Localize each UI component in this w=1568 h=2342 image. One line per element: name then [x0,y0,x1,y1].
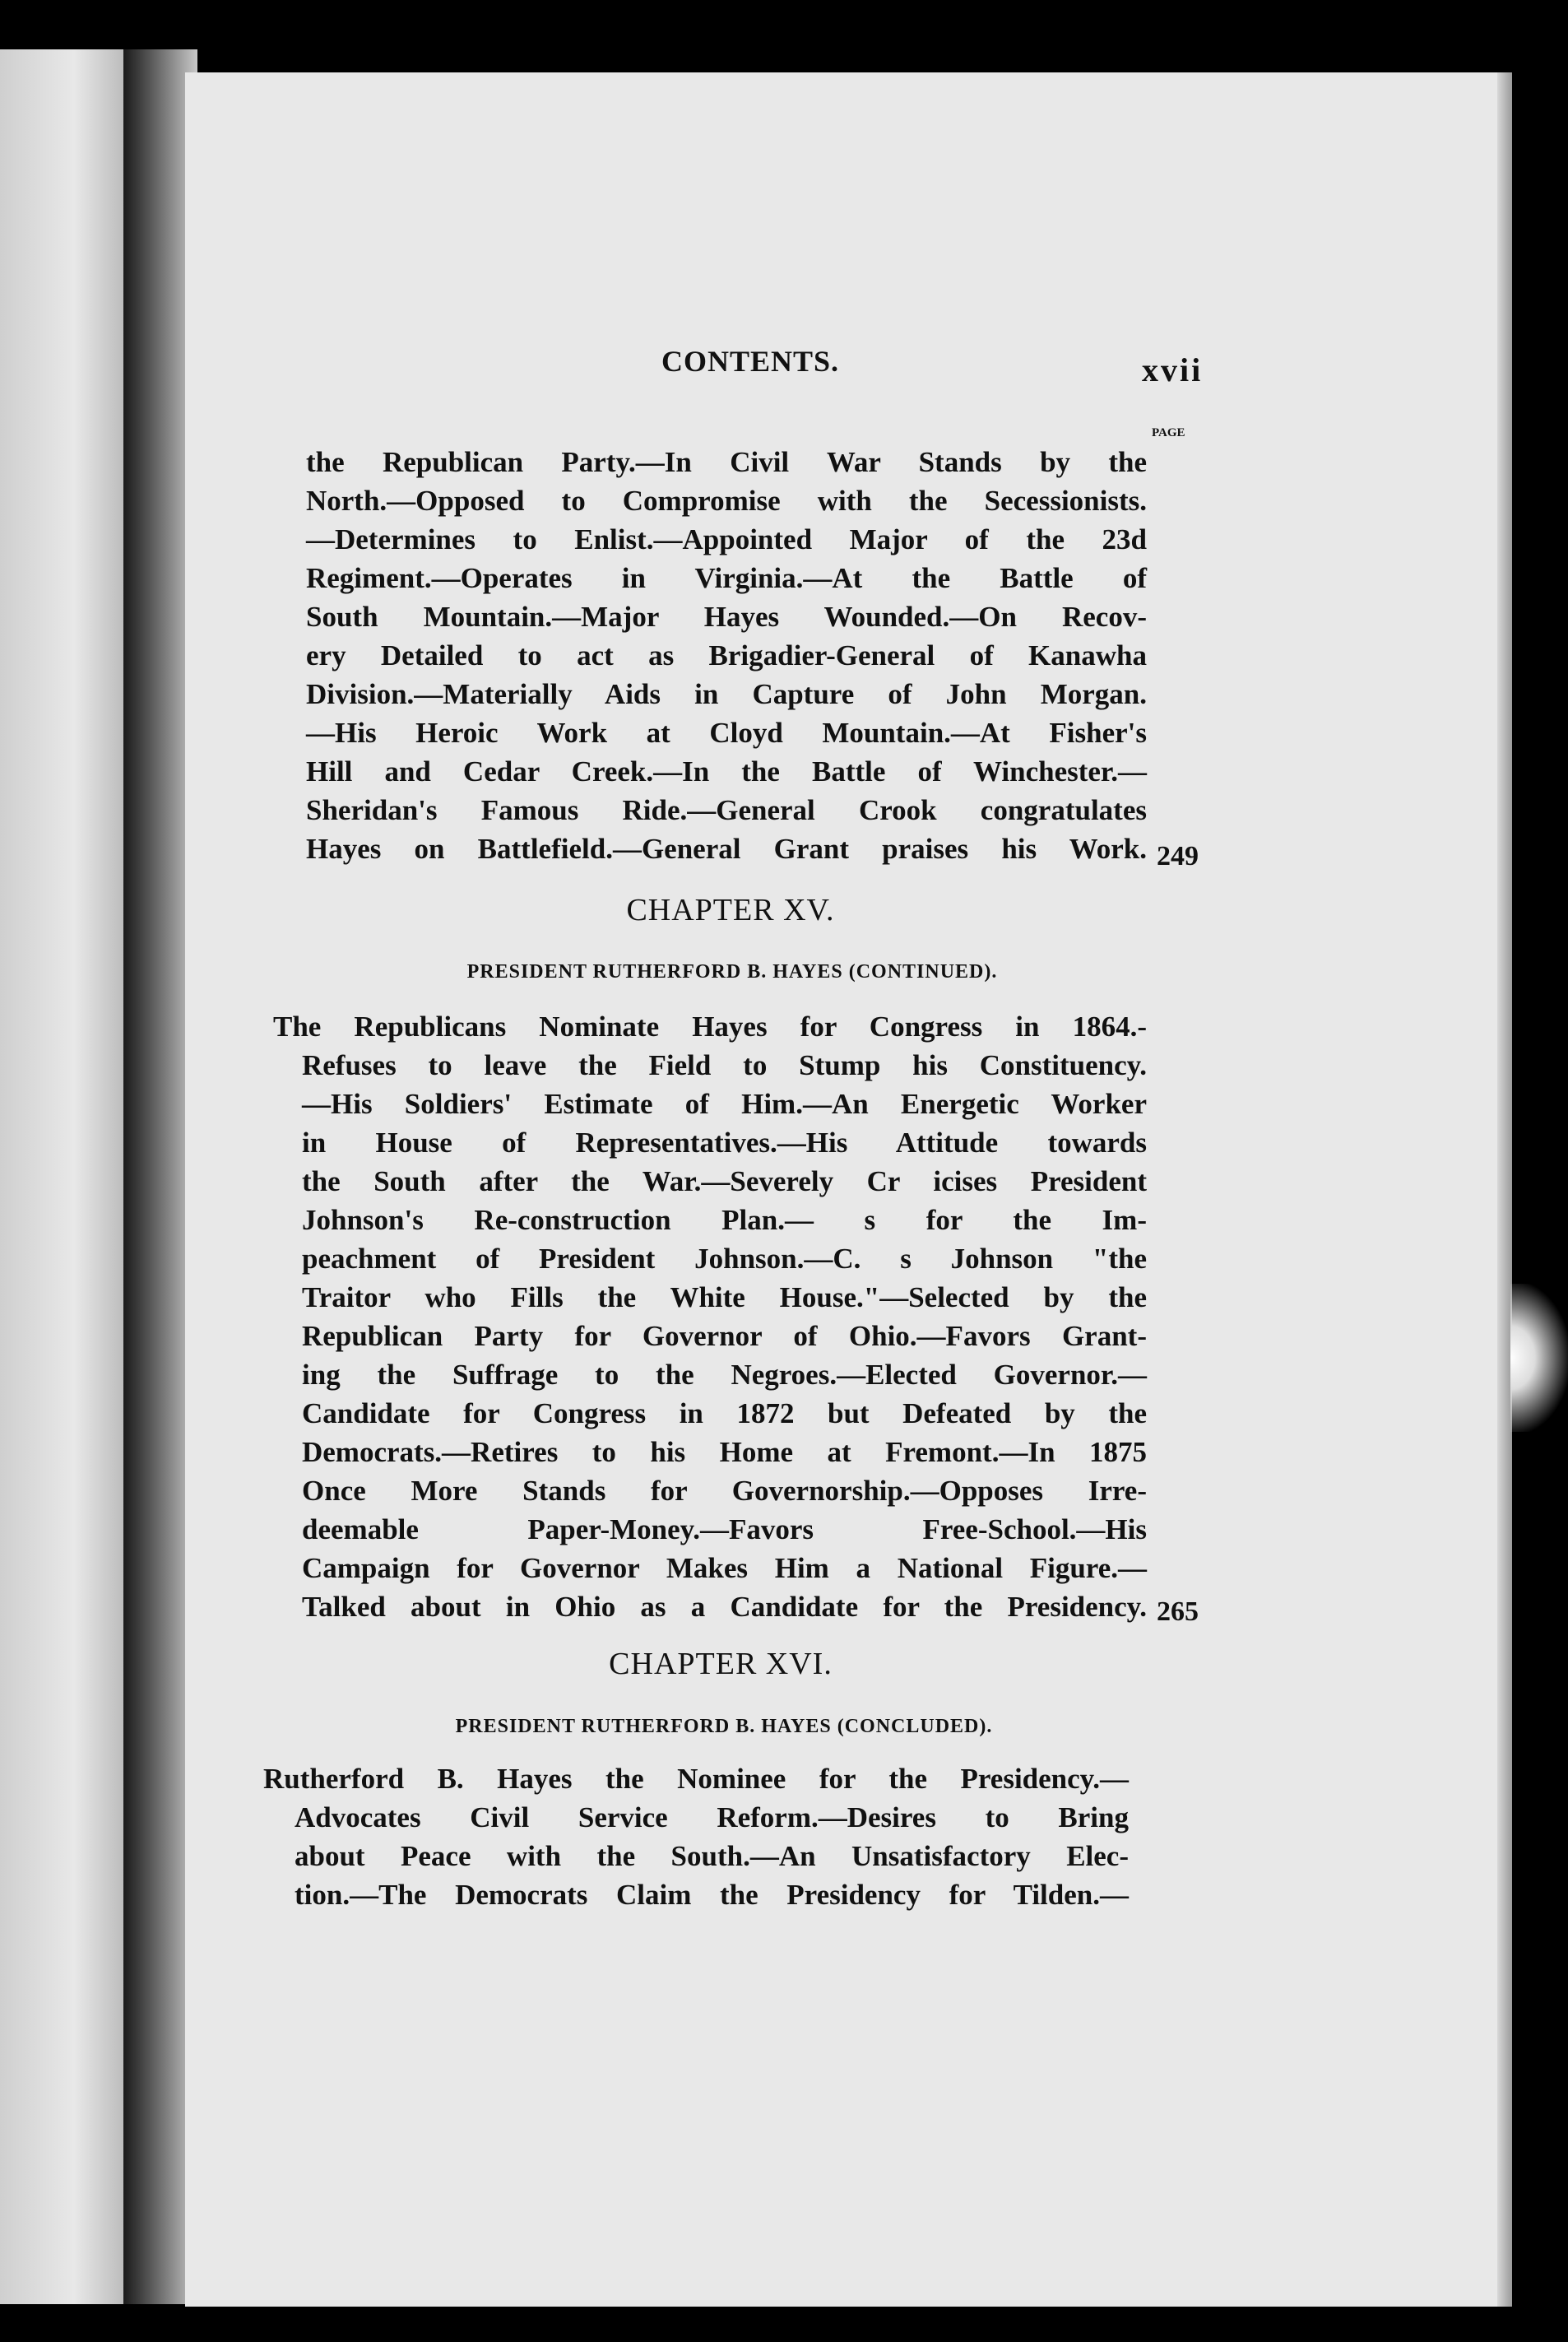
page-column-label: PAGE [1152,426,1185,439]
page-right-edge [1497,72,1512,2307]
entry-line: Advocates Civil Service Reform.—Desires to Bring [295,1801,1129,1833]
entry-line: Candidate for Congress in 1872 but Defeated by the [302,1397,1147,1429]
entry-line: Campaign for Governor Makes Him a National Figure.— [302,1552,1147,1584]
entry-line: Refuses to leave the Field to Stump his Constituency. [302,1049,1147,1081]
entry-line: ery Detailed to act as Brigadier-General of Kanawha [306,639,1147,671]
entry-line: about Peace with the South.—An Unsatisfactory Elec- [295,1840,1129,1872]
entry-line: —Determines to Enlist.—Appointed Major of the 23d [306,523,1147,555]
entry-line: deemable Paper-Money.—Favors Free-School.—His [302,1513,1147,1545]
entry-line: the Republican Party.—In Civil War Stands by the [306,446,1147,478]
entry-line: North.—Opposed to Compromise with the Secessionists. [306,485,1147,517]
entry-line: —His Heroic Work at Cloyd Mountain.—At Fisher's [306,717,1147,749]
running-head-title: CONTENTS. [661,345,840,378]
entry-line: Rutherford B. Hayes the Nominee for the Presidency.— [263,1763,1129,1795]
light-flare [1510,1284,1568,1432]
entry-line: ing the Suffrage to the Negroes.—Elected Governor.— [302,1359,1147,1391]
facing-page-edge [0,49,123,2304]
entry-line: Sheridan's Famous Ride.—General Crook congratulates [306,794,1147,826]
entry-line: The Republicans Nominate Hayes for Congress in 1864.- [273,1011,1147,1043]
entry-line: South Mountain.—Major Hayes Wounded.—On Recov- [306,601,1147,633]
entry-line: peachment of President Johnson.—C. s Johnson "the [302,1243,1147,1275]
page-number: 265 [1157,1596,1199,1627]
entry-line: Traitor who Fills the White House."—Selected by the [302,1281,1147,1313]
page-number: 249 [1157,841,1199,871]
contents-entry-3 [263,1759,1129,1914]
entry-line: —His Soldiers' Estimate of Him.—An Energetic Worker [302,1088,1147,1120]
contents-entry-1 [306,443,1147,868]
entry-line: in House of Representatives.—His Attitude towards [302,1127,1147,1159]
entry-line: Democrats.—Retires to his Home at Fremont.—In 1875 [302,1436,1147,1468]
chapter-heading: CHAPTER XVI. [609,1647,833,1681]
entry-line: Once More Stands for Governorship.—Opposes Irre- [302,1475,1147,1507]
entry-line: Hayes on Battlefield.—General Grant praises his Work. [306,833,1147,865]
entry-line: tion.—The Democrats Claim the Presidency for Tilden.— [295,1879,1129,1911]
chapter-heading: CHAPTER XV. [626,893,835,927]
entry-line: Hill and Cedar Creek.—In the Battle of Winchester.— [306,755,1147,788]
chapter-subheading: PRESIDENT RUTHERFORD B. HAYES (CONCLUDED). [455,1716,993,1737]
entry-line: Division.—Materially Aids in Capture of John Morgan. [306,678,1147,710]
entry-line: Regiment.—Operates in Virginia.—At the Battle of [306,562,1147,594]
entry-line: the South after the War.—Severely Cr icises President [302,1165,1147,1197]
chapter-subheading: PRESIDENT RUTHERFORD B. HAYES (CONTINUED). [466,961,998,983]
entry-line: Johnson's Re-construction Plan.— s for the Im- [302,1204,1147,1236]
entry-line: Republican Party for Governor of Ohio.—Favors Grant- [302,1320,1147,1352]
page-folio: xvii [1142,351,1204,388]
contents-entry-2 [273,1007,1147,1626]
entry-line: Talked about in Ohio as a Candidate for the Presidency. [302,1591,1147,1623]
